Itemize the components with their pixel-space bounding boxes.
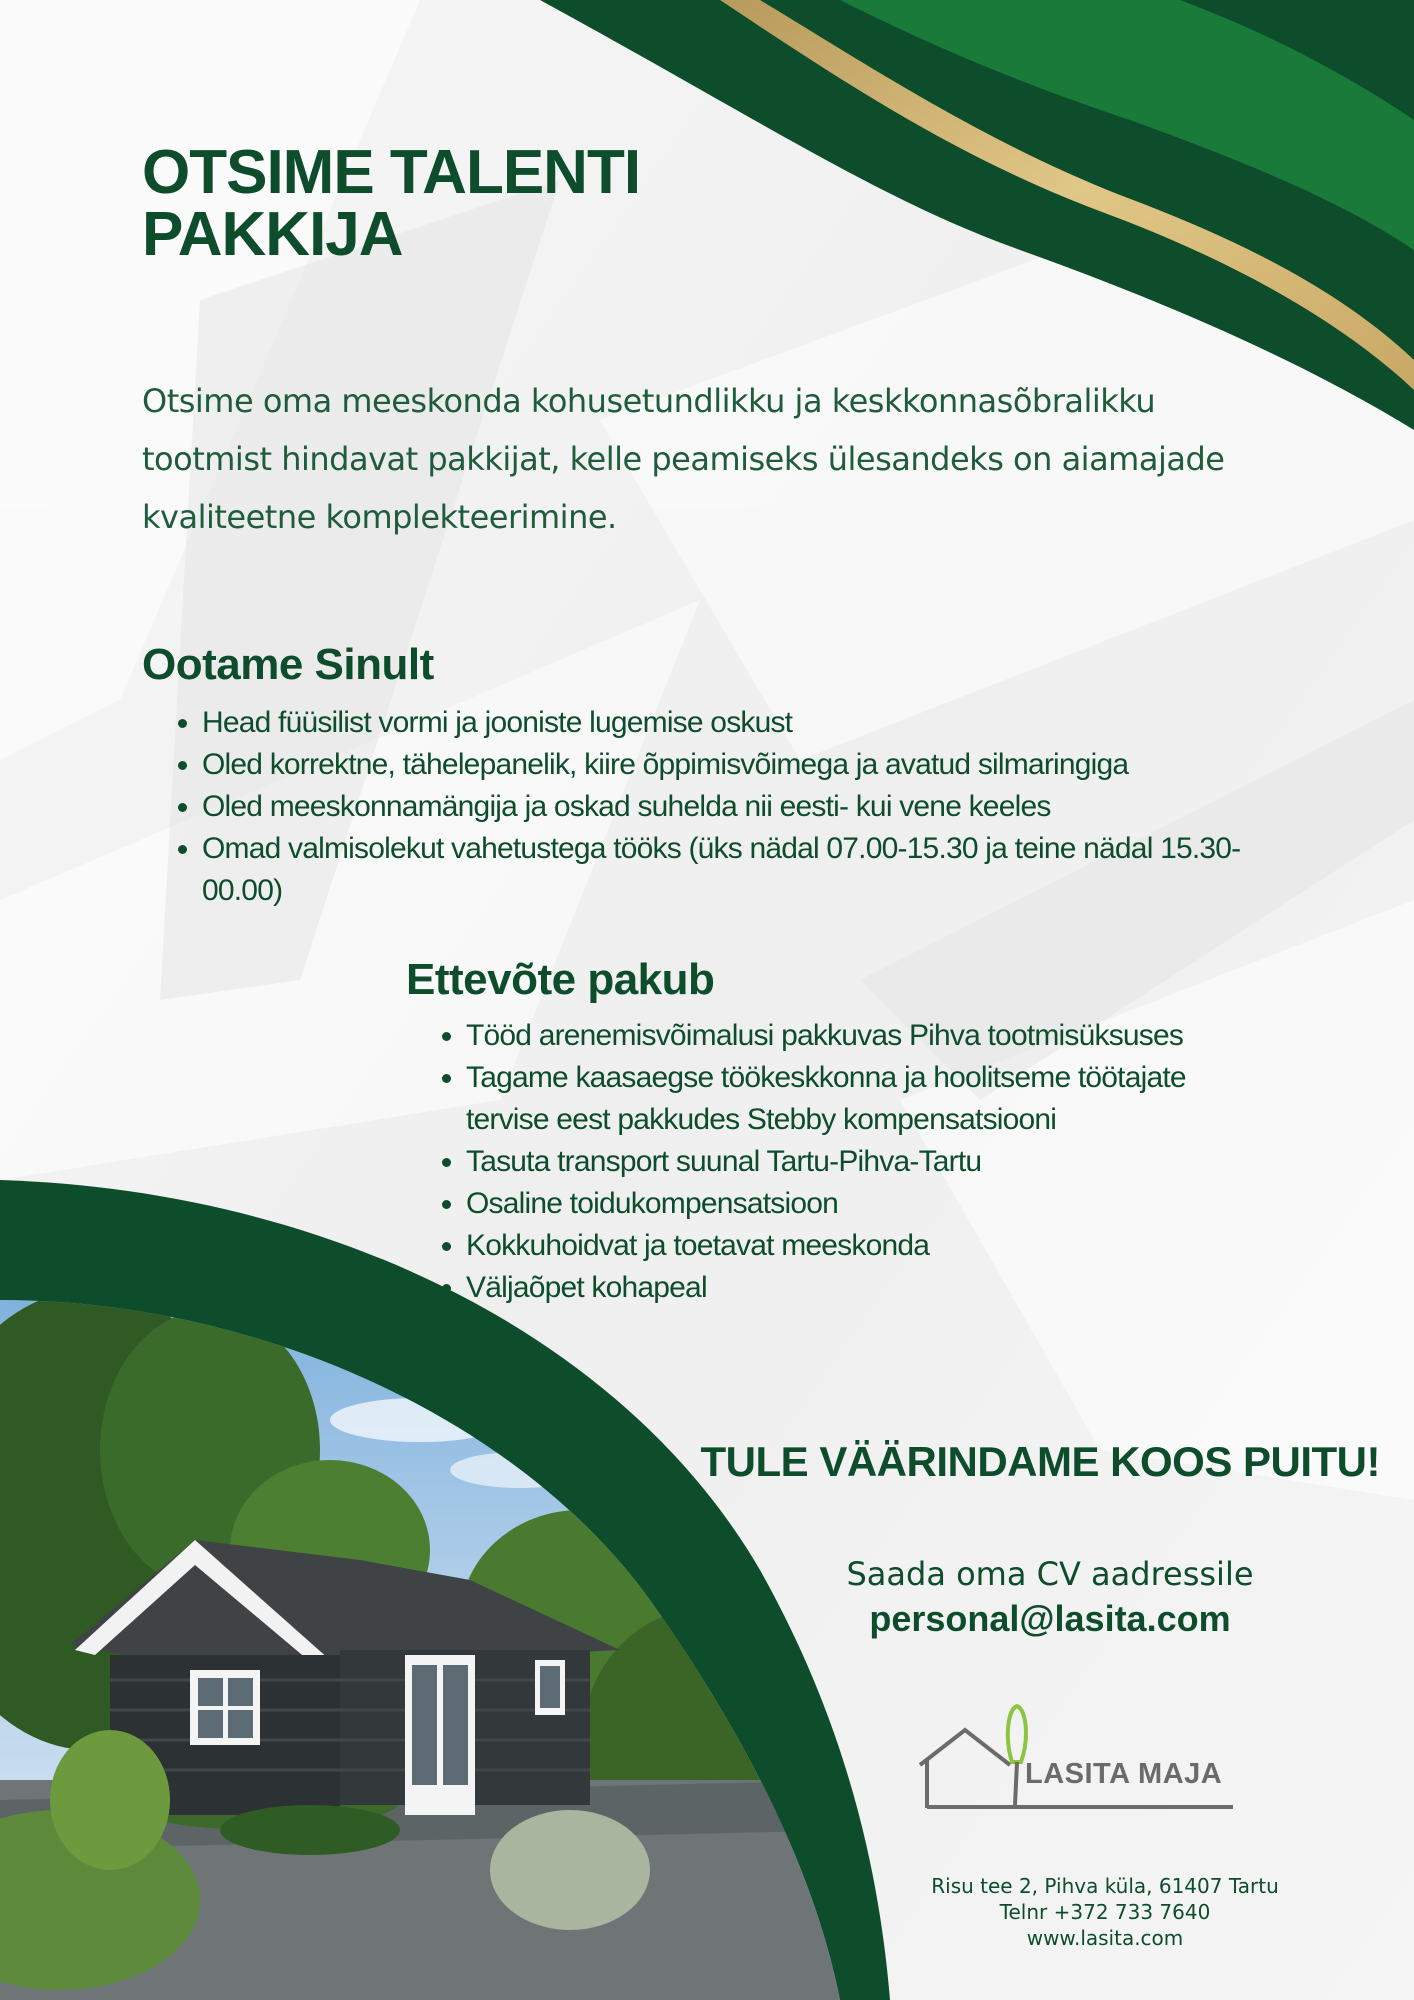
requirements-list [142, 702, 1252, 912]
list-item: • Oled korrektne, tähelepanelik, kiire õppimisvõimega ja avatud silmaringiga [202, 744, 1252, 786]
website-link[interactable]: www.lasita.com [1026, 1926, 1184, 1950]
title-line-1: OTSIME TALENTI [142, 138, 641, 207]
send-cv-text: Saada oma CV aadressile [846, 1555, 1254, 1593]
logo-text: LASITA MAJA [1025, 1758, 1223, 1790]
offer-section [406, 955, 1306, 1309]
address-text: Risu tee 2, Pihva küla, 61407 Tartu [931, 1874, 1279, 1898]
list-item: • Kokkuhoidvat ja toetavat meeskonda [466, 1225, 1286, 1267]
list-item: • Tööd arenemisvõimalusi pakkuvas Pihva tootmisüksuses [466, 1015, 1286, 1057]
intro-line-3: kvaliteetne komplekteerimine. [142, 498, 617, 536]
intro-paragraph [142, 372, 1372, 546]
phone-text: Telnr +372 733 7640 [999, 1900, 1211, 1924]
list-item: • Tagame kaasaegse töökeskkonna ja hoolitseme töötajate tervise eest pakkudes Stebby kompensatsiooni [466, 1057, 1266, 1141]
list-item: • Head füüsilist vormi ja jooniste lugemise oskust [202, 702, 1252, 744]
intro-line-1: Otsime oma meeskonda kohusetundlikku ja keskkonnasõbralikku [142, 382, 1156, 420]
list-item: • Väljaõpet kohapeal [466, 1267, 1286, 1309]
requirements-section [142, 640, 1292, 912]
list-item: • Oled meeskonnamängija ja oskad suhelda nii eesti- kui vene keeles [202, 786, 1252, 828]
title-line-2: PAKKIJA [142, 200, 403, 269]
offer-heading: Ettevõte pakub [406, 955, 715, 1004]
list-item: • Osaline toidukompensatsioon [466, 1183, 1286, 1225]
email-link[interactable]: personal@lasita.com [869, 1598, 1231, 1639]
intro-line-2: tootmist hindavat pakkijat, kelle peamiseks ülesandeks on aiamajade [142, 440, 1225, 478]
requirements-heading: Ootame Sinult [142, 640, 434, 689]
list-item: • Tasuta transport suunal Tartu-Pihva-Tartu [466, 1141, 1286, 1183]
company-logo [915, 1700, 1235, 1815]
slogan: TULE VÄÄRINDAME KOOS PUITU! [700, 1438, 1380, 1485]
contact-info [870, 1873, 1340, 1951]
page-title [142, 138, 641, 269]
offer-list [406, 1015, 1286, 1309]
list-item: • Omad valmisolekut vahetustega tööks (üks nädal 07.00-15.30 ja teine nädal 15.30-00.00) [202, 828, 1242, 912]
